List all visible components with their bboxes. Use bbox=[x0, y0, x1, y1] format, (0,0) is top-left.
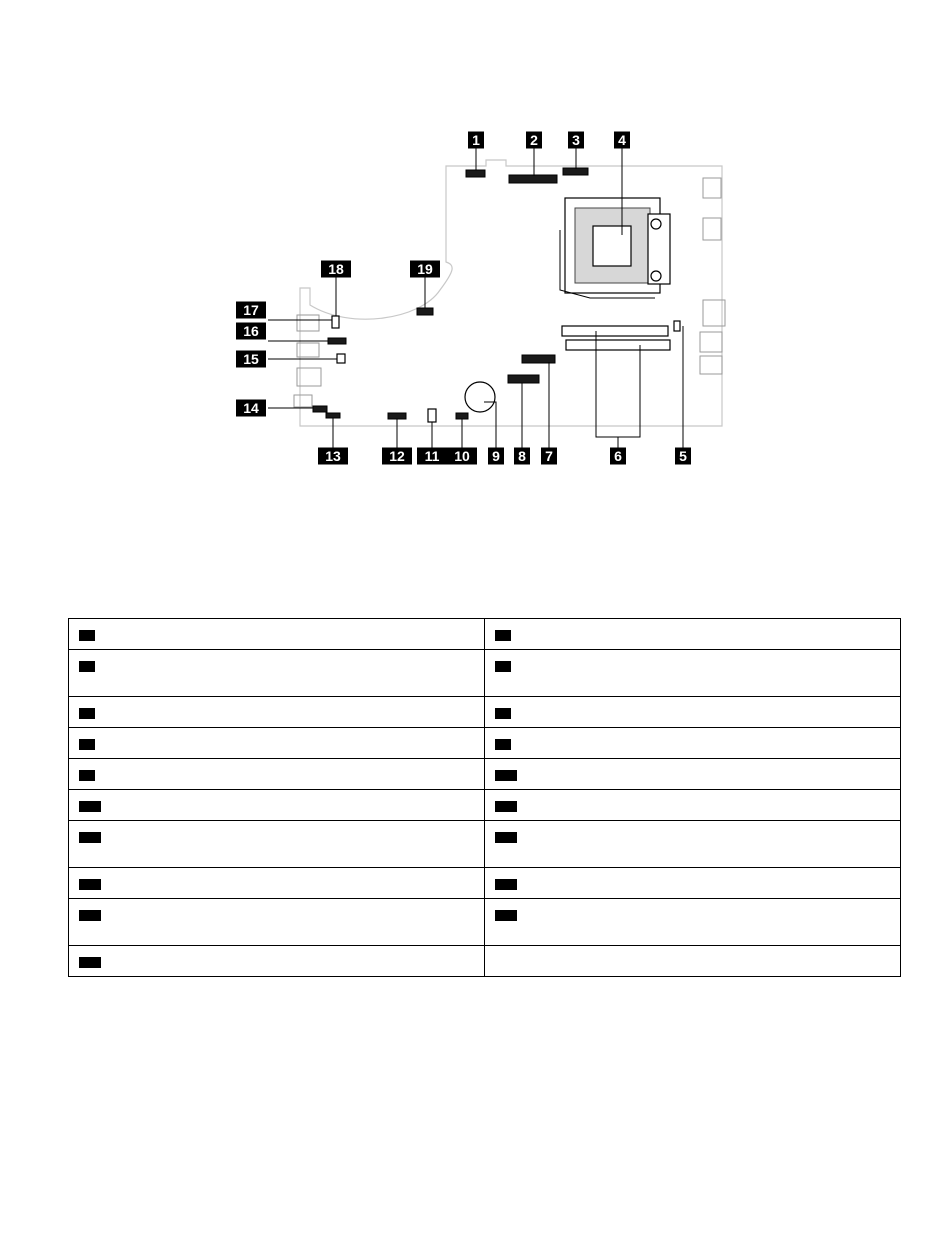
callout-12 bbox=[382, 448, 412, 465]
callout-number: 5 bbox=[679, 448, 687, 464]
legend-marker-19 bbox=[79, 957, 101, 968]
callout-number: 8 bbox=[518, 448, 526, 464]
legend-marker-10 bbox=[495, 770, 517, 781]
callout-number: 16 bbox=[243, 323, 259, 339]
legend-table bbox=[68, 618, 901, 977]
legend-marker-4 bbox=[495, 661, 511, 672]
callout-9 bbox=[488, 448, 504, 465]
legend-cell bbox=[485, 697, 901, 728]
callout-number: 17 bbox=[243, 302, 259, 318]
callout-3 bbox=[568, 132, 584, 149]
legend-row bbox=[69, 728, 901, 759]
callout-number: 2 bbox=[530, 132, 538, 148]
callout-1 bbox=[468, 132, 484, 149]
legend-row bbox=[69, 759, 901, 790]
callout-14 bbox=[236, 400, 266, 417]
legend-cell bbox=[69, 619, 485, 650]
legend-marker-3 bbox=[79, 661, 95, 672]
callout-number: 14 bbox=[243, 400, 259, 416]
callout-number: 6 bbox=[614, 448, 622, 464]
legend-cell bbox=[69, 759, 485, 790]
front-io-ports bbox=[294, 315, 321, 407]
callout-19 bbox=[410, 261, 440, 278]
legend-cell bbox=[69, 697, 485, 728]
callout-number: 11 bbox=[424, 448, 440, 464]
callout-5 bbox=[675, 448, 691, 465]
legend-row bbox=[69, 619, 901, 650]
cpu-socket bbox=[560, 198, 670, 298]
legend-row bbox=[69, 697, 901, 728]
legend-cell bbox=[485, 899, 901, 946]
legend-cell bbox=[485, 790, 901, 821]
legend-cell bbox=[485, 821, 901, 868]
legend-cell bbox=[485, 946, 901, 977]
callout-number: 12 bbox=[389, 448, 405, 464]
callout-8 bbox=[514, 448, 530, 465]
callout-number: 4 bbox=[618, 132, 626, 148]
legend-row bbox=[69, 899, 901, 946]
callout-6 bbox=[610, 448, 626, 465]
legend-cell bbox=[485, 759, 901, 790]
legend-row bbox=[69, 821, 901, 868]
legend-row bbox=[69, 650, 901, 697]
callout-4 bbox=[614, 132, 630, 149]
legend-cell bbox=[69, 728, 485, 759]
legend-cell bbox=[69, 899, 485, 946]
callout-number: 9 bbox=[492, 448, 500, 464]
legend-cell bbox=[69, 868, 485, 899]
legend-cell bbox=[485, 619, 901, 650]
legend-cell bbox=[485, 650, 901, 697]
callout-number: 19 bbox=[417, 261, 433, 277]
callout-number: 3 bbox=[572, 132, 580, 148]
legend-row bbox=[69, 790, 901, 821]
rear-io-ports bbox=[700, 178, 725, 374]
legend-marker-2 bbox=[495, 630, 511, 641]
legend-cell bbox=[485, 728, 901, 759]
legend-marker-16 bbox=[495, 879, 517, 890]
legend-marker-6 bbox=[495, 708, 511, 719]
callout-13 bbox=[318, 448, 348, 465]
callout-number: 15 bbox=[243, 351, 259, 367]
legend-marker-11 bbox=[79, 801, 101, 812]
legend-row bbox=[69, 946, 901, 977]
legend-marker-1 bbox=[79, 630, 95, 641]
memory-slots bbox=[562, 326, 670, 350]
motherboard-diagram bbox=[0, 0, 950, 500]
callout-number: 1 bbox=[472, 132, 480, 148]
callout-number: 7 bbox=[545, 448, 553, 464]
legend-marker-14 bbox=[495, 832, 517, 843]
legend-marker-17 bbox=[79, 910, 101, 921]
legend-cell bbox=[69, 650, 485, 697]
legend-marker-9 bbox=[79, 770, 95, 781]
callout-11 bbox=[417, 448, 447, 465]
callout-number: 13 bbox=[325, 448, 341, 464]
callout-15 bbox=[236, 351, 266, 368]
callout-2 bbox=[526, 132, 542, 149]
legend-marker-7 bbox=[79, 739, 95, 750]
legend-marker-8 bbox=[495, 739, 511, 750]
callout-7 bbox=[541, 448, 557, 465]
coin-cell-battery bbox=[465, 382, 495, 412]
callout-10 bbox=[447, 448, 477, 465]
legend-cell bbox=[69, 790, 485, 821]
callout-17 bbox=[236, 302, 266, 319]
callout-18 bbox=[321, 261, 351, 278]
callout-number: 10 bbox=[454, 448, 470, 464]
legend-marker-5 bbox=[79, 708, 95, 719]
legend-marker-18 bbox=[495, 910, 517, 921]
legend-cell bbox=[485, 868, 901, 899]
legend-cell bbox=[69, 946, 485, 977]
legend-marker-12 bbox=[495, 801, 517, 812]
legend-cell bbox=[69, 821, 485, 868]
legend-marker-15 bbox=[79, 879, 101, 890]
legend-row bbox=[69, 868, 901, 899]
legend-marker-13 bbox=[79, 832, 101, 843]
callout-16 bbox=[236, 323, 266, 340]
callout-number: 18 bbox=[328, 261, 344, 277]
